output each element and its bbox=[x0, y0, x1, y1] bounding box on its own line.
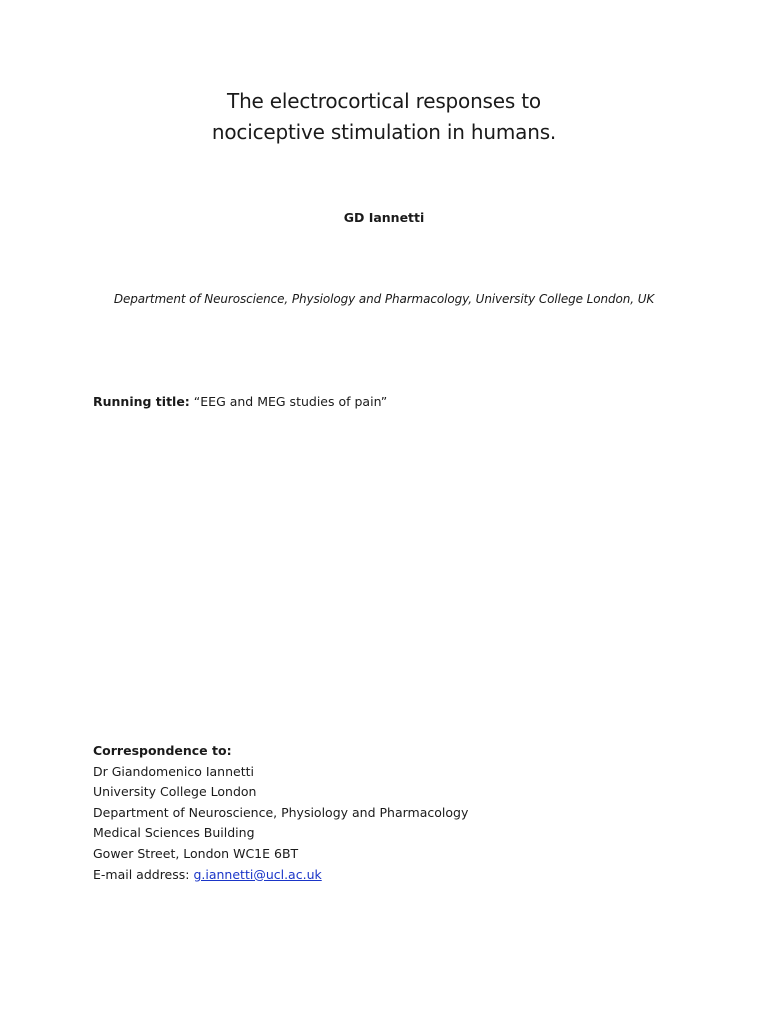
email-link[interactable]: g.iannetti@ucl.ac.uk bbox=[193, 866, 322, 882]
correspondence-line: University College London bbox=[93, 784, 257, 800]
running-title-label: Running title: bbox=[93, 394, 190, 409]
paper-title bbox=[0, 86, 768, 148]
correspondence-line: Medical Sciences Building bbox=[93, 825, 255, 841]
email-line bbox=[93, 865, 468, 886]
email-label: E-mail address: bbox=[93, 866, 190, 882]
paper-title-line-1: The electrocortical responses to bbox=[227, 89, 541, 113]
correspondence-line: Dr Giandomenico Iannetti bbox=[93, 763, 254, 779]
correspondence-line: Gower Street, London WC1E 6BT bbox=[93, 845, 299, 861]
correspondence-line: Department of Neuroscience, Physiology and Pharmacology bbox=[93, 804, 469, 820]
running-title bbox=[93, 394, 387, 409]
correspondence-heading: Correspondence to: bbox=[93, 743, 232, 758]
correspondence-block bbox=[93, 741, 468, 885]
paper-title-line-2: nociceptive stimulation in humans. bbox=[211, 120, 557, 144]
author-affiliation: Department of Neuroscience, Physiology and Pharmacology, University College London, UK bbox=[113, 292, 655, 306]
author-name: GD Iannetti bbox=[343, 210, 425, 225]
running-title-value: “EEG and MEG studies of pain” bbox=[193, 394, 388, 409]
